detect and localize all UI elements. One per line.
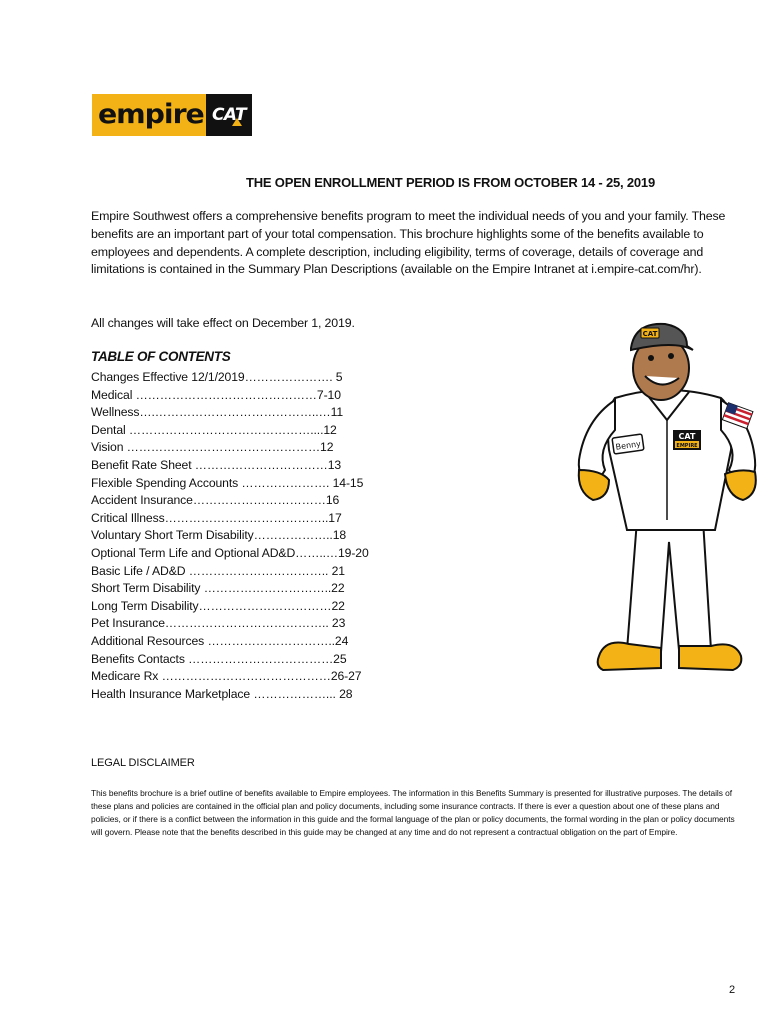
toc-item[interactable]: Flexible Spending Accounts …………………. 14-15: [91, 475, 364, 490]
mascot-legs: [627, 520, 711, 652]
toc-item[interactable]: Long Term Disability……………………………22: [91, 598, 345, 613]
intro-text: Empire Southwest offers a comprehensive benefits program to meet the individual needs of you and your family. These benefits are an important part of your total compensation. This brochure highlights some of the benefits available to employees and dependents. A complete description, including eligibility, terms of coverage, details of coverage and limitations is contained in the Summary Plan Descriptions (available on the Empire Intranet at i.empire-cat.com/hr).: [91, 209, 726, 277]
toc-item[interactable]: Benefits Contacts ………………………………25: [91, 651, 347, 666]
toc-item[interactable]: Optional Term Life and Optional AD&D……..…19-20: [91, 545, 369, 560]
toc-item[interactable]: Voluntary Short Term Disability………………..18: [91, 528, 347, 543]
toc-item[interactable]: Basic Life / AD&D …………………………….. 21: [91, 563, 345, 578]
toc-item[interactable]: Pet Insurance………………………………….. 23: [91, 616, 346, 631]
left-eye: [648, 355, 654, 361]
toc-item[interactable]: Medicare Rx ……………………………………26-27: [91, 669, 362, 684]
table-of-contents: [91, 369, 369, 703]
chest-patch-empire: EMPIRE: [676, 443, 698, 449]
logo-cat-triangle-icon: [232, 118, 242, 126]
right-boot-icon: [679, 644, 741, 670]
legal-disclaimer-text: This benefits brochure is a brief outline of benefits available to Empire employees. The information in this Benefits Summary is presented for illustrative purposes. The details of these plans and policies are contained in the official plan and policy documents, including some insurance contracts. If there is ever a question about one of these plans and policies, or if there is a conflict between the information in this guide and the formal language of the plan or policy documents, the formal wording in the plan or policy documents will govern. Please note that the benefits described in this guide may be changed at any time and do not represent a contractual obligation on the part of Empire.: [91, 788, 735, 837]
right-glove-icon: [725, 470, 756, 500]
toc-item[interactable]: Vision …………………………………………12: [91, 440, 334, 455]
left-glove-icon: [579, 470, 609, 500]
toc-item[interactable]: Health Insurance Marketplace ………………... 28: [91, 686, 353, 701]
changes-note: All changes will take effect on December 1, 2019.: [91, 316, 355, 330]
name-badge-text: Benny: [615, 439, 642, 452]
benny-mascot-illustration: [575, 320, 760, 680]
mascot-cap-icon: [631, 324, 693, 350]
empire-cat-logo: [92, 94, 252, 136]
intro-paragraph: [91, 208, 731, 279]
enrollment-heading: THE OPEN ENROLLMENT PERIOD IS FROM OCTOBER 14 - 25, 2019: [246, 175, 655, 190]
toc-item[interactable]: Wellness….…………………………………..…11: [91, 405, 344, 420]
logo-cat-wordmark: CAT: [211, 105, 247, 125]
toc-item[interactable]: Medical ………………………………………7-10: [91, 387, 341, 402]
right-eye: [668, 353, 674, 359]
toc-item[interactable]: Benefit Rate Sheet ……………………………13: [91, 457, 342, 472]
left-boot-icon: [598, 643, 661, 671]
chest-patch-cat: CAT: [678, 432, 696, 441]
logo-cat-box: [206, 94, 252, 136]
toc-item[interactable]: Critical Illness…………………………………..17: [91, 510, 342, 525]
mascot-torso: [608, 390, 732, 530]
toc-item[interactable]: Short Term Disability …………………………..22: [91, 581, 345, 596]
toc-item[interactable]: Accident Insurance……………………………16: [91, 493, 340, 508]
cap-logo-text: CAT: [642, 330, 658, 338]
toc-title: TABLE OF CONTENTS: [91, 349, 231, 364]
toc-item[interactable]: Changes Effective 12/1/2019…………………. 5: [91, 370, 343, 384]
legal-disclaimer-title: LEGAL DISCLAIMER: [91, 757, 195, 769]
toc-item[interactable]: Dental ………………………………………....12: [91, 422, 337, 437]
page-number: 2: [729, 984, 736, 996]
toc-item[interactable]: Additional Resources …………………………..24: [91, 633, 349, 648]
logo-empire-wordmark: empire: [98, 99, 204, 130]
